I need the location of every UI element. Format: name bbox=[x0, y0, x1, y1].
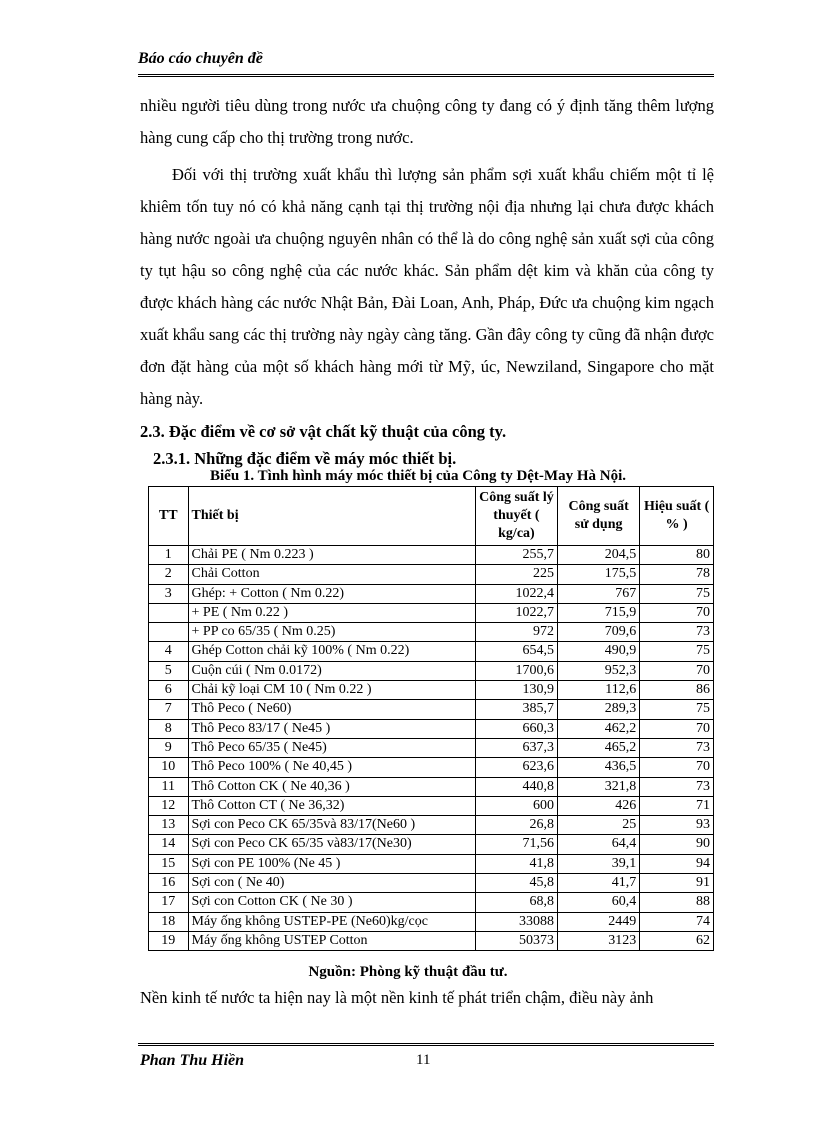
table-row bbox=[149, 777, 714, 796]
cell-device: Ghép: + Cotton ( Nm 0.22) bbox=[188, 584, 475, 603]
cell-device: Sợi con Cotton CK ( Ne 30 ) bbox=[188, 893, 475, 912]
cell-device: Sợi con ( Ne 40) bbox=[188, 874, 475, 893]
cell-efficiency: 91 bbox=[640, 874, 714, 893]
cell-theory-capacity: 1022,7 bbox=[475, 603, 557, 622]
cell-efficiency: 73 bbox=[640, 623, 714, 642]
table-row bbox=[149, 758, 714, 777]
cell-device: Thô Cotton CT ( Ne 36,32) bbox=[188, 796, 475, 815]
cell-tt: 5 bbox=[149, 661, 189, 680]
cell-device: Thô Cotton CK ( Ne 40,36 ) bbox=[188, 777, 475, 796]
cell-theory-capacity: 41,8 bbox=[475, 854, 557, 873]
header-used-capacity: Công suất sử dụng bbox=[558, 487, 640, 546]
table-row bbox=[149, 874, 714, 893]
table-row bbox=[149, 931, 714, 950]
cell-used-capacity: 465,2 bbox=[558, 738, 640, 757]
table-header-row bbox=[149, 487, 714, 546]
header-tt: TT bbox=[149, 487, 189, 546]
cell-efficiency: 80 bbox=[640, 546, 714, 565]
cell-device: Thô Peco 65/35 ( Ne45) bbox=[188, 738, 475, 757]
cell-theory-capacity: 623,6 bbox=[475, 758, 557, 777]
cell-efficiency: 75 bbox=[640, 584, 714, 603]
cell-efficiency: 73 bbox=[640, 777, 714, 796]
cell-device: Thô Peco 100% ( Ne 40,45 ) bbox=[188, 758, 475, 777]
cell-used-capacity: 112,6 bbox=[558, 681, 640, 700]
closing-paragraph bbox=[140, 982, 714, 1014]
cell-used-capacity: 39,1 bbox=[558, 854, 640, 873]
cell-tt: 1 bbox=[149, 546, 189, 565]
table-row bbox=[149, 738, 714, 757]
cell-efficiency: 70 bbox=[640, 603, 714, 622]
cell-device: Cuộn cúi ( Nm 0.0172) bbox=[188, 661, 475, 680]
cell-theory-capacity: 26,8 bbox=[475, 816, 557, 835]
cell-theory-capacity: 255,7 bbox=[475, 546, 557, 565]
cell-tt: 11 bbox=[149, 777, 189, 796]
cell-tt: 15 bbox=[149, 854, 189, 873]
table-row bbox=[149, 719, 714, 738]
subsection-heading: 2.3.1. Những đặc điểm về máy móc thiết bị. bbox=[153, 449, 457, 468]
cell-efficiency: 71 bbox=[640, 796, 714, 815]
cell-efficiency: 75 bbox=[640, 642, 714, 661]
cell-theory-capacity: 385,7 bbox=[475, 700, 557, 719]
cell-device: + PP co 65/35 ( Nm 0.25) bbox=[188, 623, 475, 642]
cell-used-capacity: 715,9 bbox=[558, 603, 640, 622]
page-number: 11 bbox=[416, 1052, 431, 1068]
cell-tt: 13 bbox=[149, 816, 189, 835]
cell-device: Sợi con Peco CK 65/35và 83/17(Ne60 ) bbox=[188, 816, 475, 835]
footer-divider bbox=[138, 1043, 714, 1046]
page-header-title: Báo cáo chuyên đề bbox=[138, 50, 263, 67]
cell-efficiency: 86 bbox=[640, 681, 714, 700]
cell-device: + PE ( Nm 0.22 ) bbox=[188, 603, 475, 622]
header-efficiency: Hiệu suất ( % ) bbox=[640, 487, 714, 546]
cell-efficiency: 78 bbox=[640, 565, 714, 584]
table-row bbox=[149, 835, 714, 854]
cell-device: Chải PE ( Nm 0.223 ) bbox=[188, 546, 475, 565]
table-body bbox=[149, 546, 714, 951]
cell-theory-capacity: 1022,4 bbox=[475, 584, 557, 603]
table-row bbox=[149, 584, 714, 603]
cell-device: Chải kỹ loại CM 10 ( Nm 0.22 ) bbox=[188, 681, 475, 700]
header-theory-capacity: Công suất lý thuyết ( kg/ca) bbox=[475, 487, 557, 546]
cell-tt: 6 bbox=[149, 681, 189, 700]
cell-theory-capacity: 660,3 bbox=[475, 719, 557, 738]
cell-used-capacity: 436,5 bbox=[558, 758, 640, 777]
cell-used-capacity: 41,7 bbox=[558, 874, 640, 893]
cell-tt: 8 bbox=[149, 719, 189, 738]
cell-theory-capacity: 440,8 bbox=[475, 777, 557, 796]
cell-efficiency: 73 bbox=[640, 738, 714, 757]
cell-device: Máy ống không USTEP-PE (Ne60)kg/cọc bbox=[188, 912, 475, 931]
cell-theory-capacity: 1700,6 bbox=[475, 661, 557, 680]
table-row bbox=[149, 623, 714, 642]
cell-theory-capacity: 130,9 bbox=[475, 681, 557, 700]
cell-used-capacity: 767 bbox=[558, 584, 640, 603]
cell-used-capacity: 25 bbox=[558, 816, 640, 835]
cell-efficiency: 62 bbox=[640, 931, 714, 950]
cell-theory-capacity: 972 bbox=[475, 623, 557, 642]
table-row bbox=[149, 661, 714, 680]
table-row bbox=[149, 816, 714, 835]
cell-efficiency: 88 bbox=[640, 893, 714, 912]
cell-tt: 7 bbox=[149, 700, 189, 719]
table-row bbox=[149, 893, 714, 912]
footer-author: Phan Thu Hiền bbox=[140, 1052, 245, 1069]
cell-theory-capacity: 654,5 bbox=[475, 642, 557, 661]
cell-theory-capacity: 225 bbox=[475, 565, 557, 584]
table-row bbox=[149, 565, 714, 584]
cell-used-capacity: 490,9 bbox=[558, 642, 640, 661]
table-row bbox=[149, 912, 714, 931]
cell-device: Chải Cotton bbox=[188, 565, 475, 584]
cell-used-capacity: 321,8 bbox=[558, 777, 640, 796]
table-row bbox=[149, 642, 714, 661]
cell-used-capacity: 426 bbox=[558, 796, 640, 815]
paragraph-text: Nền kinh tế nước ta hiện nay là một nền kinh tế phát triển chậm, điều này ảnh bbox=[140, 988, 654, 1007]
cell-theory-capacity: 68,8 bbox=[475, 893, 557, 912]
cell-efficiency: 70 bbox=[640, 758, 714, 777]
table-row bbox=[149, 854, 714, 873]
equipment-table bbox=[148, 486, 714, 951]
cell-efficiency: 74 bbox=[640, 912, 714, 931]
cell-tt: 10 bbox=[149, 758, 189, 777]
cell-tt: 16 bbox=[149, 874, 189, 893]
cell-device: Ghép Cotton chải kỹ 100% ( Nm 0.22) bbox=[188, 642, 475, 661]
cell-tt: 17 bbox=[149, 893, 189, 912]
table-row bbox=[149, 546, 714, 565]
cell-tt: 18 bbox=[149, 912, 189, 931]
section-heading: 2.3. Đặc điểm về cơ sở vật chất kỹ thuật của công ty. bbox=[140, 422, 507, 441]
header-divider bbox=[138, 74, 714, 77]
cell-efficiency: 75 bbox=[640, 700, 714, 719]
cell-tt bbox=[149, 603, 189, 622]
cell-theory-capacity: 71,56 bbox=[475, 835, 557, 854]
cell-tt: 3 bbox=[149, 584, 189, 603]
cell-tt: 4 bbox=[149, 642, 189, 661]
cell-efficiency: 90 bbox=[640, 835, 714, 854]
cell-theory-capacity: 600 bbox=[475, 796, 557, 815]
paragraph-text: nhiều người tiêu dùng trong nước ưa chuộng công ty đang có ý định tăng thêm lượng hàng cung cấp cho thị trường trong nước. bbox=[140, 96, 714, 147]
table-caption: Biểu 1. Tình hình máy móc thiết bị của Công ty Dệt-May Hà Nội. bbox=[210, 468, 626, 484]
cell-tt: 12 bbox=[149, 796, 189, 815]
cell-theory-capacity: 45,8 bbox=[475, 874, 557, 893]
cell-used-capacity: 709,6 bbox=[558, 623, 640, 642]
intro-paragraph-2 bbox=[140, 159, 714, 415]
cell-used-capacity: 289,3 bbox=[558, 700, 640, 719]
cell-device: Thô Peco 83/17 ( Ne45 ) bbox=[188, 719, 475, 738]
cell-used-capacity: 175,5 bbox=[558, 565, 640, 584]
cell-used-capacity: 952,3 bbox=[558, 661, 640, 680]
cell-tt: 19 bbox=[149, 931, 189, 950]
cell-tt: 14 bbox=[149, 835, 189, 854]
cell-tt: 9 bbox=[149, 738, 189, 757]
cell-efficiency: 94 bbox=[640, 854, 714, 873]
cell-used-capacity: 462,2 bbox=[558, 719, 640, 738]
table-row bbox=[149, 796, 714, 815]
cell-device: Thô Peco ( Ne60) bbox=[188, 700, 475, 719]
cell-theory-capacity: 637,3 bbox=[475, 738, 557, 757]
cell-used-capacity: 60,4 bbox=[558, 893, 640, 912]
table-row bbox=[149, 603, 714, 622]
paragraph-text: Đối với thị trường xuất khẩu thì lượng sản phẩm sợi xuất khẩu chiếm một tỉ lệ khiêm tốn tuy nó có khả năng cạnh tại thị trường nội địa nhưng lại chưa được khách hàng nước ngoài ưa chuộng nguyên nhân có thể là do công nghệ sản xuất sợi của công ty tụt hậu so công nghệ của các nước khác. Sản phẩm dệt kim và khăn của công ty được khách hàng các nước Nhật Bản, Đài Loan, Anh, Pháp, Đức ưa chuộng kim ngạch xuất khẩu sang các thị trường này ngày càng tăng. Gần đây công ty cũng đã nhận được đơn đặt hàng của một số khách hàng mới từ Mỹ, úc, Newziland, Singapore cho mặt hàng này. bbox=[140, 165, 714, 408]
table-source: Nguồn: Phòng kỹ thuật đầu tư. bbox=[308, 964, 508, 980]
cell-theory-capacity: 50373 bbox=[475, 931, 557, 950]
intro-paragraph-1 bbox=[140, 90, 714, 154]
cell-tt: 2 bbox=[149, 565, 189, 584]
header-device: Thiết bị bbox=[188, 487, 475, 546]
cell-efficiency: 70 bbox=[640, 719, 714, 738]
cell-theory-capacity: 33088 bbox=[475, 912, 557, 931]
cell-used-capacity: 204,5 bbox=[558, 546, 640, 565]
cell-device: Sợi con PE 100% (Ne 45 ) bbox=[188, 854, 475, 873]
cell-tt bbox=[149, 623, 189, 642]
cell-efficiency: 70 bbox=[640, 661, 714, 680]
cell-efficiency: 93 bbox=[640, 816, 714, 835]
cell-used-capacity: 2449 bbox=[558, 912, 640, 931]
cell-used-capacity: 64,4 bbox=[558, 835, 640, 854]
cell-used-capacity: 3123 bbox=[558, 931, 640, 950]
cell-device: Sợi con Peco CK 65/35 và83/17(Ne30) bbox=[188, 835, 475, 854]
cell-device: Máy ống không USTEP Cotton bbox=[188, 931, 475, 950]
table-row bbox=[149, 681, 714, 700]
table-row bbox=[149, 700, 714, 719]
